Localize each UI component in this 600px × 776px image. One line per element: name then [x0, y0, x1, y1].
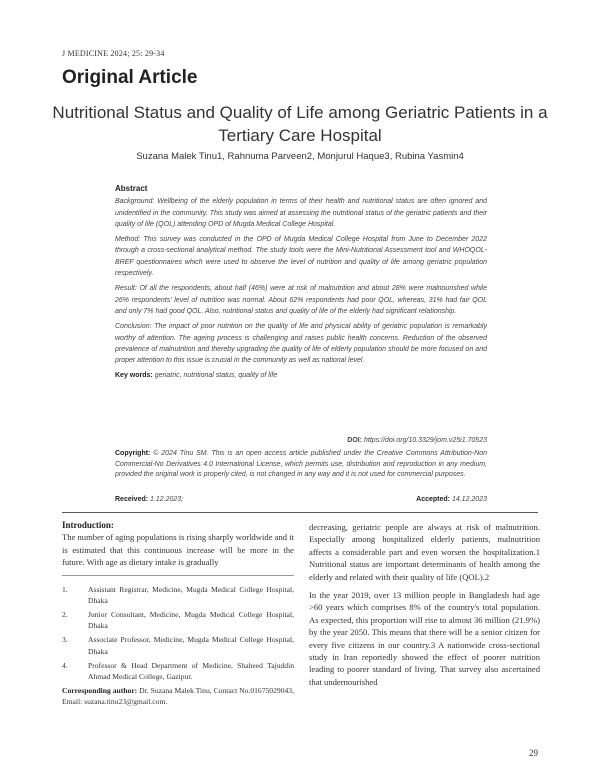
- introduction-paragraph-3: In the year 2019, over 13 million people in Bangladesh had age >60 years which comprises 8% of the country's total population. As expected, this proportion will rise to almost 36 million (21.9%) by the year 2050. This means that there will be a senior citizen for every five citizens in our country.3 A nationwide cross-sectional study in Iran reportedly showed the effect of poorer nutrition leading to poorer standard of living. That survey also ascertained that undernourished: [309, 590, 540, 687]
- doi-label: DOI:: [347, 437, 363, 444]
- footnote-divider: [62, 575, 294, 576]
- corresponding-author: [62, 685, 294, 707]
- abstract-heading: Abstract: [115, 184, 148, 193]
- footnote-number: 4.: [62, 660, 68, 670]
- paper-title: Nutritional Status and Quality of Life among Geriatric Patients in a Tertiary Care Hospital: [52, 103, 548, 145]
- footnote-text: Associate Professor, Medicine, Mugda Medical College Hospital, Dhaka: [88, 635, 294, 656]
- article-type-heading: Original Article: [62, 67, 198, 88]
- left-column: [62, 519, 294, 708]
- received-date: [115, 496, 183, 503]
- footnote-number: 3.: [62, 635, 68, 645]
- keywords: [115, 370, 487, 381]
- doi-line: [347, 437, 487, 444]
- abstract-method: Method: This survey was conducted in the OPD of Mugda Medical College Hospital from June to December 2022 through a cross-sectional analytical method. The study tools were the Mini-Nutritional Assessment tool and WHOQOL-BREF questionnaires which were used to observe the level of nutrition and quality of life among geriatric population respectively.: [115, 236, 487, 278]
- copyright-text: © 2024 Tinu SM. This is an open access article published under the Creative Commons Attribution-Non Commercial-No Derivatives 4.0 International License, which permits use, distribution and reproduction in any medium, provided the original work is properly cited, is not changed in any way and it is not used for commercial purposes.: [115, 450, 487, 479]
- corresponding-text: Dr. Suzana Malek Tinu, Contact No.01675029043, Email: suzana.tinu23@gmail.com.: [62, 686, 294, 707]
- article-dates: [115, 496, 487, 503]
- accepted-label: Accepted:: [416, 496, 450, 503]
- copyright-label: Copyright:: [115, 450, 151, 457]
- keywords-label: Key words:: [115, 372, 153, 380]
- page-number: 29: [529, 748, 538, 758]
- corresponding-label: Corresponding author:: [62, 686, 138, 696]
- introduction-paragraph-2: decreasing, geriatric people are always at risk of malnutrition. Especially among hospitalized elderly patients, malnutrition affects a considerable part and even worsen the hospitalization.1 Nutritional status are important determinants of health among the elderly and related with their quality of life (QOL).2: [309, 522, 540, 582]
- footnote-text: Assistant Registrar, Medicine, Mugda Medical College Hospital, Dhaka: [88, 584, 294, 605]
- footnote-item: [62, 634, 294, 656]
- footnote-item: [62, 584, 294, 606]
- keywords-text: geriatric, nutritional status, quality of life: [154, 372, 278, 380]
- accepted-date: [416, 496, 487, 503]
- copyright-notice: [115, 449, 487, 481]
- footnote-number: 1.: [62, 584, 68, 594]
- footnote-text: Junior Consultant, Medicine, Mugda Medical College Hospital, Dhaka: [88, 610, 294, 631]
- abstract-result: Result: Of all the respondents, about half (46%) were at risk of malnutrition and about 28% were malnourished while 26% respondents' level of nutrition was normal. About 62% respondents had poor QOL, whereas, 31% had fair QOL and only 7% had good QOL. Also, nutritional status and quality of life of the elderly had significant relationship.: [115, 285, 487, 315]
- introduction-paragraph-1: The number of aging populations is rising sharply worldwide and it is estimated that this continuous increase will be more in the future. With age as dietary intake is gradually: [62, 532, 294, 568]
- author-list: Suzana Malek Tinu1, Rahnuma Parveen2, Monjurul Haque3, Rubina Yasmin4: [136, 151, 464, 162]
- received-value: 1.12.2023;: [150, 496, 184, 503]
- footnote-item: [62, 660, 294, 682]
- doi-link[interactable]: https://doi.org/10.3329/jom.v25i1.70523: [364, 437, 487, 444]
- abstract-background: Background: Wellbeing of the elderly population in terms of their health and nutritional status are often ignored and unidentified in the community. This study was aimed at assessing the nutritional status of the geriatric patients and their quality of life (QOL) attending OPD of Mugda Medical College Hospital.: [115, 198, 487, 228]
- abstract-conclusion: Conclusion: The impact of poor nutrition on the quality of life and physical ability of geriatric population is remarkably worthy of attention. The ageing process is challenging and raises public health concerns. Reduction of the observed prevalence of malnutrition and thereby upgrading the quality of life of elderly population should be more focused on and proper attention to this issue is crucial in the community as well as national level.: [115, 323, 487, 365]
- right-column: [309, 521, 540, 694]
- footnote-list: [62, 584, 294, 683]
- journal-citation: J MEDICINE 2024; 25: 29-34: [62, 49, 165, 58]
- footnote-text: Professor & Head Department of Medicine, Shaheed Tajuddin Ahmad Medical College, Gazipur.: [88, 660, 294, 682]
- received-label: Received:: [115, 496, 149, 503]
- accepted-value: 14.12.2023: [451, 496, 487, 503]
- footnote-number: 2.: [62, 610, 68, 620]
- introduction-heading: Introduction:: [62, 520, 114, 530]
- footnote-item: [62, 609, 294, 631]
- abstract: [115, 183, 487, 386]
- section-divider: [62, 512, 538, 513]
